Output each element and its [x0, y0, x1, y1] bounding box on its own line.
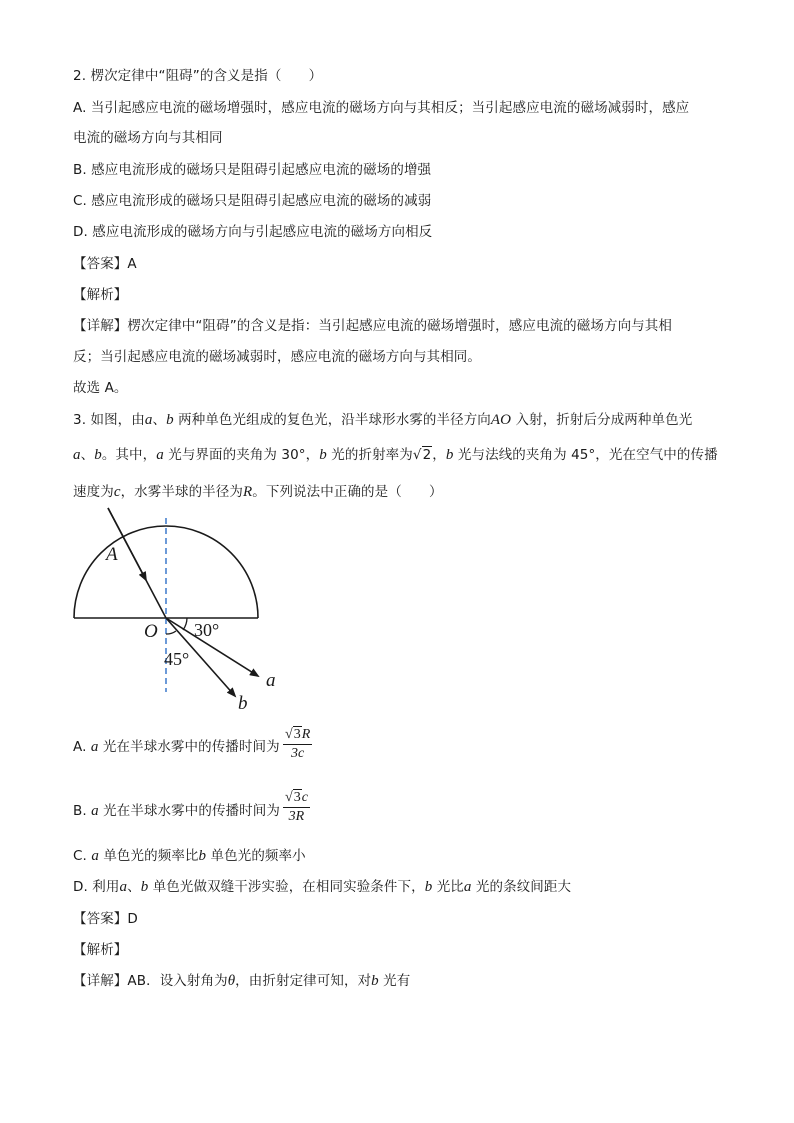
var-b: b [140, 879, 149, 895]
text: ，水雾半球的半径为 [120, 484, 243, 500]
var-a: a [91, 848, 99, 864]
text: 【详解】AB．设入射角为 [73, 973, 228, 989]
text: 光在半球水雾中的传播时间为 [98, 739, 280, 755]
fraction-sqrt3R-over-3c [283, 727, 312, 762]
fraction-sqrt3c-over-3R [283, 790, 310, 825]
text: 、 [80, 447, 95, 463]
sqrt-radicand: 3 [293, 727, 301, 742]
q3-option-c [73, 846, 306, 866]
var-b: b [371, 973, 379, 989]
numerator [283, 790, 310, 808]
text: ， [432, 447, 446, 463]
q2-option-a-line1: A. 当引起感应电流的磁场增强时，感应电流的磁场方向与其相反；当引起感应电流的磁场减弱时，感应 [73, 100, 690, 116]
text: 单色光的频率比 [98, 848, 199, 864]
q2-conclusion: 故选 A。 [73, 380, 128, 396]
q3-stem-line3 [73, 482, 443, 502]
label-45-degree: 45° [164, 649, 190, 669]
numerator [283, 727, 312, 745]
var-a: a [91, 803, 99, 819]
text: B. [73, 803, 92, 819]
sqrt-radicand: 2 [422, 447, 432, 463]
q3-option-b [73, 801, 280, 821]
label-O: O [144, 621, 158, 642]
var-b: b [94, 447, 102, 463]
answer-value: D [127, 911, 138, 927]
var-b: b [424, 879, 433, 895]
q2-option-c: C. 感应电流形成的磁场只是阻碍引起感应电流的磁场的减弱 [73, 193, 432, 209]
angle-arc-45 [166, 631, 176, 634]
sqrt-radicand: 3 [293, 790, 301, 805]
text: 光比 [432, 879, 464, 895]
var-theta: θ [227, 973, 236, 989]
text: 单色光做双缝干涉实验，在相同实验条件下， [148, 879, 425, 895]
text: 、 [152, 412, 167, 428]
var-b: b [198, 848, 207, 864]
label-30-degree: 30° [194, 620, 220, 640]
hemisphere-refraction-figure [66, 506, 306, 716]
label-ray-b: b [238, 693, 248, 714]
var-r: R [242, 484, 253, 500]
text: 光的条纹间距大 [471, 879, 572, 895]
q3-stem-line1 [73, 410, 692, 430]
q3-option-d [73, 877, 571, 897]
var-a: a [90, 739, 99, 755]
var-a: a [73, 447, 81, 463]
text: 入射，折射后分成两种单色光 [511, 412, 693, 428]
label-A: A [106, 544, 118, 565]
answer-tag: 【答案】 [73, 256, 128, 272]
label-ray-a: a [266, 670, 276, 691]
numerator-var: c [301, 790, 308, 805]
q3-detail [73, 971, 410, 991]
q2-stem: 2. 楞次定律中“阻碍”的含义是指（ ） [73, 68, 323, 84]
answer-tag: 【答案】 [73, 911, 128, 927]
q3-stem-line2 [73, 445, 718, 465]
var-a: a [144, 412, 153, 428]
sqrt-3: √3 [285, 790, 301, 805]
answer-value: A [127, 256, 137, 272]
text: 、 [127, 879, 141, 895]
text: 两种单色光组成的复色光，沿半球形水雾的半径方向 [173, 412, 491, 428]
denominator: 3c [291, 746, 305, 761]
var-a: a [119, 879, 128, 895]
q3-analysis-tag: 【解析】 [73, 942, 128, 958]
q2-option-d: D. 感应电流形成的磁场方向与引起感应电流的磁场方向相反 [73, 224, 433, 240]
text: 光与界面的夹角为 30°， [163, 447, 320, 463]
var-b: b [319, 447, 327, 463]
numerator-var: R [301, 727, 311, 742]
sqrt-3: √3 [285, 727, 301, 742]
q2-option-b: B. 感应电流形成的磁场只是阻碍引起感应电流的磁场的增强 [73, 162, 432, 178]
text: 。其中， [101, 447, 157, 463]
q2-detail-line2: 反；当引起感应电流的磁场减弱时，感应电流的磁场方向与其相同。 [73, 349, 481, 365]
q2-answer [73, 254, 137, 274]
q2-analysis-tag: 【解析】 [73, 287, 128, 303]
text: 单色光的频率小 [206, 848, 306, 864]
var-a: a [156, 447, 164, 463]
angle-arc-30 [183, 618, 187, 630]
denominator: 3R [288, 809, 305, 824]
text: 光的折射率为 [326, 447, 413, 463]
var-a: a [463, 879, 472, 895]
var-ao: AO [490, 412, 512, 428]
text: 。下列说法中正确的是（ ） [252, 484, 443, 500]
text: A. [73, 739, 91, 755]
var-b: b [445, 447, 454, 463]
text: ，由折射定律可知，对 [235, 973, 372, 989]
text: 光与法线的夹角为 45°，光在空气中的传播 [453, 447, 718, 463]
var-b: b [166, 412, 174, 428]
text: D. 利用 [73, 879, 120, 895]
q2-detail-line1: 【详解】楞次定律中“阻碍”的含义是指：当引起感应电流的磁场增强时，感应电流的磁场方向与其相 [73, 318, 672, 334]
text: C. [73, 848, 92, 864]
sqrt-2: √2 [412, 447, 432, 463]
q2-option-a-line2: 电流的磁场方向与其相同 [73, 130, 223, 146]
q3-answer [73, 909, 138, 929]
text: 速度为 [73, 484, 114, 500]
q3-option-a [73, 737, 280, 757]
text: 3. 如图，由 [73, 412, 145, 428]
text: 光在半球水雾中的传播时间为 [98, 803, 280, 819]
text: 光有 [378, 973, 411, 989]
var-c: c [113, 484, 121, 500]
